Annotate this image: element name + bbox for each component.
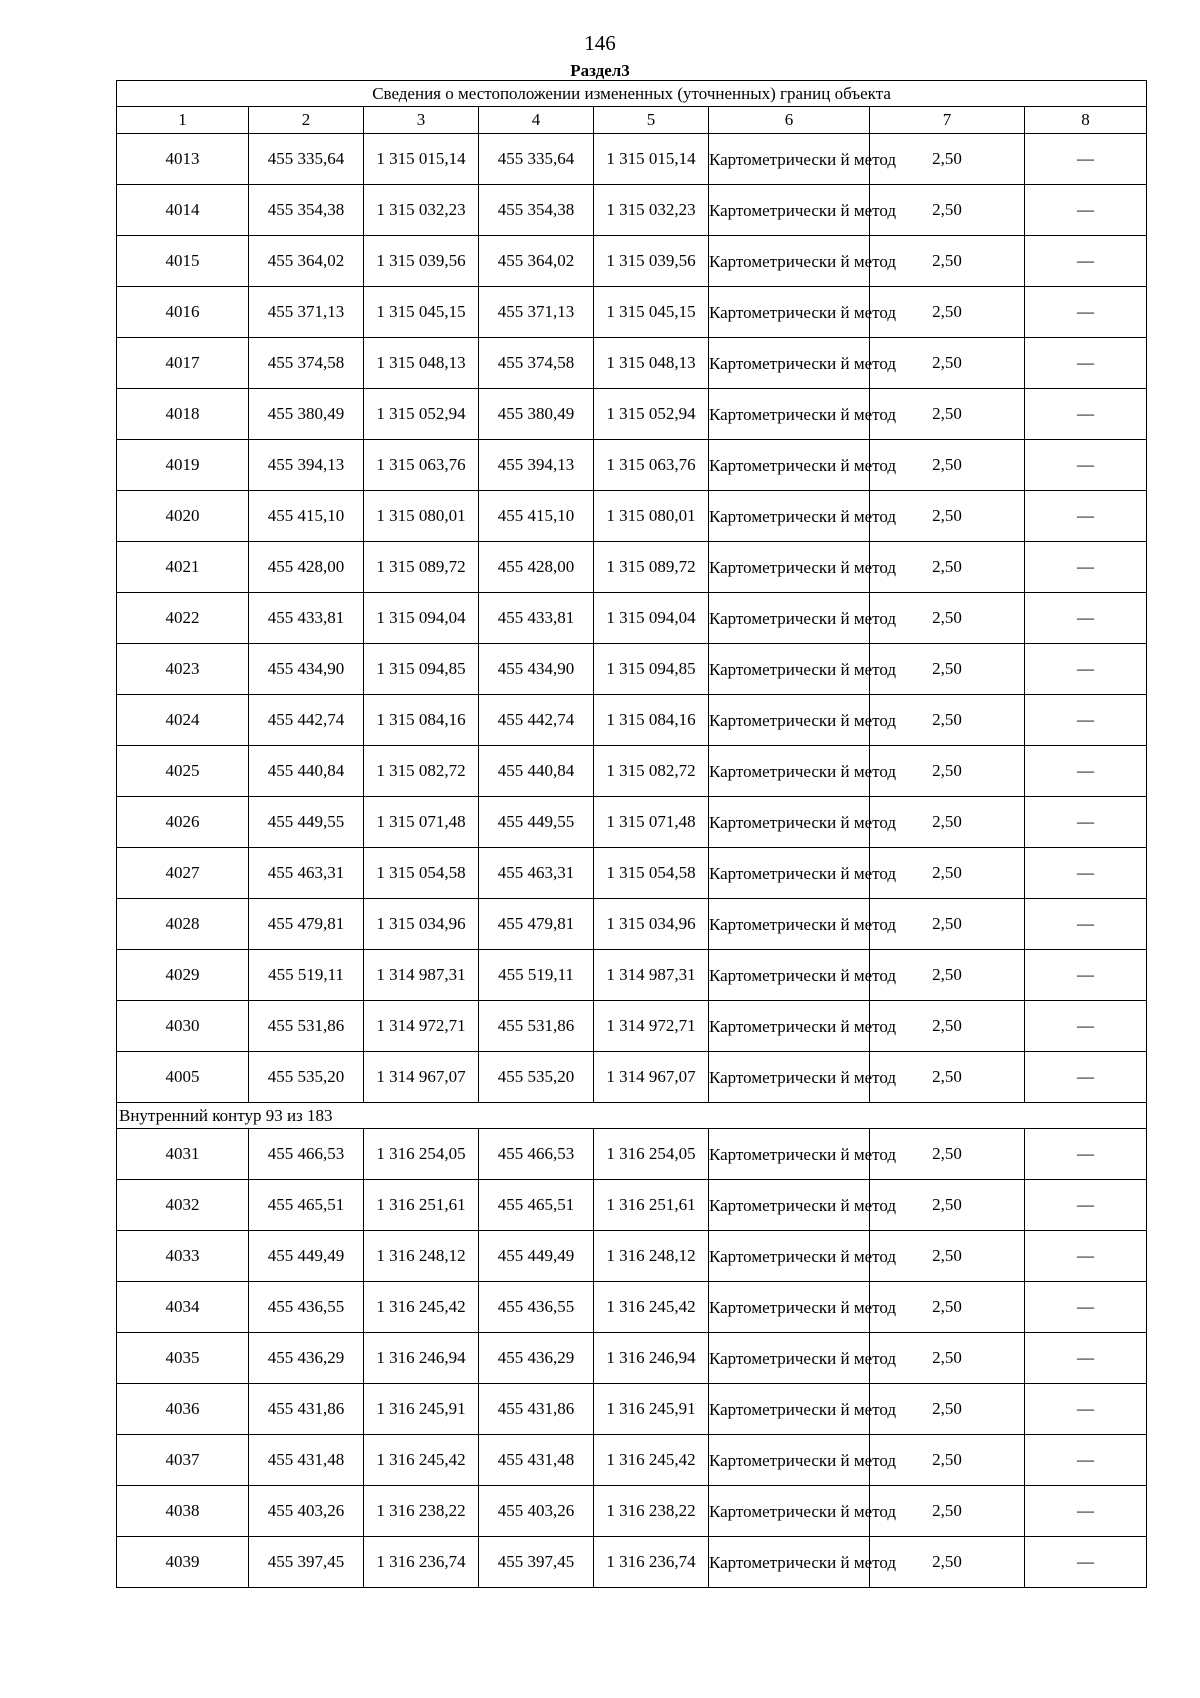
new-x-cell: 455 428,00	[479, 542, 594, 593]
point-number-cell: 4032	[117, 1180, 249, 1231]
old-x-cell: 455 433,81	[249, 593, 364, 644]
accuracy-cell: 2,50	[870, 797, 1025, 848]
table-row	[117, 338, 1147, 389]
new-y-cell: 1 315 039,56	[594, 236, 709, 287]
method-cell: Картометрически й метод	[709, 491, 870, 542]
point-number-cell: 4016	[117, 287, 249, 338]
table-row	[117, 899, 1147, 950]
point-number-cell: 4028	[117, 899, 249, 950]
old-y-cell: 1 316 246,94	[364, 1333, 479, 1384]
method-cell: Картометрически й метод	[709, 1231, 870, 1282]
method-cell: Картометрически й метод	[709, 542, 870, 593]
table-row	[117, 644, 1147, 695]
note-cell: —	[1025, 440, 1147, 491]
new-x-cell: 455 519,11	[479, 950, 594, 1001]
table-row	[117, 848, 1147, 899]
new-x-cell: 455 479,81	[479, 899, 594, 950]
method-cell: Картометрически й метод	[709, 746, 870, 797]
new-y-cell: 1 315 034,96	[594, 899, 709, 950]
old-x-cell: 455 434,90	[249, 644, 364, 695]
old-x-cell: 455 380,49	[249, 389, 364, 440]
table-row	[117, 1486, 1147, 1537]
point-number-cell: 4036	[117, 1384, 249, 1435]
point-number-cell: 4019	[117, 440, 249, 491]
note-cell: —	[1025, 1282, 1147, 1333]
column-number: 4	[479, 107, 594, 134]
new-y-cell: 1 316 236,74	[594, 1537, 709, 1588]
old-x-cell: 455 531,86	[249, 1001, 364, 1052]
old-x-cell: 455 479,81	[249, 899, 364, 950]
accuracy-cell: 2,50	[870, 134, 1025, 185]
column-number-row	[117, 107, 1147, 134]
accuracy-cell: 2,50	[870, 1486, 1025, 1537]
accuracy-cell: 2,50	[870, 746, 1025, 797]
table-row	[117, 950, 1147, 1001]
old-x-cell: 455 449,55	[249, 797, 364, 848]
old-x-cell: 455 463,31	[249, 848, 364, 899]
table-body	[117, 134, 1147, 1588]
old-x-cell: 455 394,13	[249, 440, 364, 491]
accuracy-cell: 2,50	[870, 950, 1025, 1001]
accuracy-cell: 2,50	[870, 236, 1025, 287]
new-x-cell: 455 465,51	[479, 1180, 594, 1231]
point-number-cell: 4035	[117, 1333, 249, 1384]
old-x-cell: 455 374,58	[249, 338, 364, 389]
method-cell: Картометрически й метод	[709, 134, 870, 185]
new-x-cell: 455 449,49	[479, 1231, 594, 1282]
new-x-cell: 455 466,53	[479, 1129, 594, 1180]
new-x-cell: 455 364,02	[479, 236, 594, 287]
table-row	[117, 542, 1147, 593]
new-y-cell: 1 315 054,58	[594, 848, 709, 899]
new-x-cell: 455 431,86	[479, 1384, 594, 1435]
column-number: 6	[709, 107, 870, 134]
new-y-cell: 1 316 248,12	[594, 1231, 709, 1282]
new-x-cell: 455 442,74	[479, 695, 594, 746]
method-cell: Картометрически й метод	[709, 1435, 870, 1486]
point-number-cell: 4022	[117, 593, 249, 644]
note-cell: —	[1025, 236, 1147, 287]
old-y-cell: 1 315 045,15	[364, 287, 479, 338]
old-y-cell: 1 315 054,58	[364, 848, 479, 899]
new-y-cell: 1 316 245,42	[594, 1282, 709, 1333]
old-y-cell: 1 315 063,76	[364, 440, 479, 491]
point-number-cell: 4017	[117, 338, 249, 389]
accuracy-cell: 2,50	[870, 1180, 1025, 1231]
table-row	[117, 746, 1147, 797]
accuracy-cell: 2,50	[870, 389, 1025, 440]
table-row	[117, 797, 1147, 848]
old-x-cell: 455 431,86	[249, 1384, 364, 1435]
old-y-cell: 1 314 987,31	[364, 950, 479, 1001]
method-cell: Картометрически й метод	[709, 1486, 870, 1537]
new-x-cell: 455 440,84	[479, 746, 594, 797]
coordinates-table	[116, 80, 1147, 1588]
note-cell: —	[1025, 1180, 1147, 1231]
table-row	[117, 593, 1147, 644]
accuracy-cell: 2,50	[870, 542, 1025, 593]
note-cell: —	[1025, 134, 1147, 185]
table-row	[117, 134, 1147, 185]
note-cell: —	[1025, 338, 1147, 389]
point-number-cell: 4020	[117, 491, 249, 542]
method-cell: Картометрически й метод	[709, 593, 870, 644]
new-x-cell: 455 535,20	[479, 1052, 594, 1103]
note-cell: —	[1025, 644, 1147, 695]
method-cell: Картометрически й метод	[709, 287, 870, 338]
new-x-cell: 455 354,38	[479, 185, 594, 236]
old-x-cell: 455 371,13	[249, 287, 364, 338]
point-number-cell: 4031	[117, 1129, 249, 1180]
accuracy-cell: 2,50	[870, 1052, 1025, 1103]
new-y-cell: 1 315 094,04	[594, 593, 709, 644]
old-y-cell: 1 315 039,56	[364, 236, 479, 287]
old-y-cell: 1 315 080,01	[364, 491, 479, 542]
old-y-cell: 1 315 032,23	[364, 185, 479, 236]
old-y-cell: 1 315 094,04	[364, 593, 479, 644]
accuracy-cell: 2,50	[870, 695, 1025, 746]
accuracy-cell: 2,50	[870, 1129, 1025, 1180]
new-x-cell: 455 463,31	[479, 848, 594, 899]
method-cell: Картометрически й метод	[709, 1333, 870, 1384]
point-number-cell: 4015	[117, 236, 249, 287]
point-number-cell: 4034	[117, 1282, 249, 1333]
point-number-cell: 4005	[117, 1052, 249, 1103]
new-x-cell: 455 397,45	[479, 1537, 594, 1588]
note-cell: —	[1025, 287, 1147, 338]
table-row	[117, 1435, 1147, 1486]
contour-row	[117, 1103, 1147, 1129]
table-row	[117, 1537, 1147, 1588]
accuracy-cell: 2,50	[870, 491, 1025, 542]
new-y-cell: 1 316 238,22	[594, 1486, 709, 1537]
new-y-cell: 1 316 245,91	[594, 1384, 709, 1435]
column-number: 7	[870, 107, 1025, 134]
old-x-cell: 455 449,49	[249, 1231, 364, 1282]
method-cell: Картометрически й метод	[709, 440, 870, 491]
method-cell: Картометрически й метод	[709, 695, 870, 746]
method-cell: Картометрически й метод	[709, 185, 870, 236]
method-cell: Картометрически й метод	[709, 338, 870, 389]
old-y-cell: 1 315 052,94	[364, 389, 479, 440]
new-x-cell: 455 371,13	[479, 287, 594, 338]
old-y-cell: 1 315 094,85	[364, 644, 479, 695]
column-number: 5	[594, 107, 709, 134]
old-y-cell: 1 315 048,13	[364, 338, 479, 389]
old-x-cell: 455 436,29	[249, 1333, 364, 1384]
old-y-cell: 1 315 071,48	[364, 797, 479, 848]
new-x-cell: 455 403,26	[479, 1486, 594, 1537]
accuracy-cell: 2,50	[870, 1282, 1025, 1333]
new-y-cell: 1 315 015,14	[594, 134, 709, 185]
accuracy-cell: 2,50	[870, 1001, 1025, 1052]
table-row	[117, 1333, 1147, 1384]
note-cell: —	[1025, 1001, 1147, 1052]
new-y-cell: 1 316 245,42	[594, 1435, 709, 1486]
accuracy-cell: 2,50	[870, 848, 1025, 899]
method-cell: Картометрически й метод	[709, 389, 870, 440]
new-y-cell: 1 315 084,16	[594, 695, 709, 746]
old-y-cell: 1 316 245,42	[364, 1282, 479, 1333]
accuracy-cell: 2,50	[870, 185, 1025, 236]
method-cell: Картометрически й метод	[709, 1384, 870, 1435]
new-y-cell: 1 315 063,76	[594, 440, 709, 491]
new-y-cell: 1 314 972,71	[594, 1001, 709, 1052]
note-cell: —	[1025, 593, 1147, 644]
new-x-cell: 455 449,55	[479, 797, 594, 848]
table-row	[117, 695, 1147, 746]
table-row	[117, 287, 1147, 338]
accuracy-cell: 2,50	[870, 899, 1025, 950]
old-y-cell: 1 316 236,74	[364, 1537, 479, 1588]
new-x-cell: 455 335,64	[479, 134, 594, 185]
section-title: Раздел3	[570, 61, 630, 80]
column-number: 3	[364, 107, 479, 134]
point-number-cell: 4027	[117, 848, 249, 899]
new-y-cell: 1 315 089,72	[594, 542, 709, 593]
accuracy-cell: 2,50	[870, 1435, 1025, 1486]
old-y-cell: 1 314 967,07	[364, 1052, 479, 1103]
new-y-cell: 1 315 071,48	[594, 797, 709, 848]
method-cell: Картометрически й метод	[709, 950, 870, 1001]
old-y-cell: 1 316 248,12	[364, 1231, 479, 1282]
new-y-cell: 1 316 254,05	[594, 1129, 709, 1180]
old-y-cell: 1 316 254,05	[364, 1129, 479, 1180]
old-x-cell: 455 335,64	[249, 134, 364, 185]
note-cell: —	[1025, 848, 1147, 899]
contour-label: Внутренний контур 93 из 183	[117, 1103, 1147, 1129]
old-x-cell: 455 364,02	[249, 236, 364, 287]
method-cell: Картометрически й метод	[709, 236, 870, 287]
accuracy-cell: 2,50	[870, 593, 1025, 644]
point-number-cell: 4013	[117, 134, 249, 185]
old-y-cell: 1 315 084,16	[364, 695, 479, 746]
accuracy-cell: 2,50	[870, 338, 1025, 389]
new-x-cell: 455 380,49	[479, 389, 594, 440]
old-y-cell: 1 316 245,91	[364, 1384, 479, 1435]
page-number: 146	[584, 31, 616, 55]
accuracy-cell: 2,50	[870, 287, 1025, 338]
method-cell: Картометрически й метод	[709, 1282, 870, 1333]
method-cell: Картометрически й метод	[709, 1001, 870, 1052]
new-x-cell: 455 374,58	[479, 338, 594, 389]
new-x-cell: 455 433,81	[479, 593, 594, 644]
table-row	[117, 1231, 1147, 1282]
accuracy-cell: 2,50	[870, 1537, 1025, 1588]
note-cell: —	[1025, 950, 1147, 1001]
old-x-cell: 455 428,00	[249, 542, 364, 593]
accuracy-cell: 2,50	[870, 1333, 1025, 1384]
new-x-cell: 455 394,13	[479, 440, 594, 491]
old-y-cell: 1 315 034,96	[364, 899, 479, 950]
column-number: 8	[1025, 107, 1147, 134]
old-x-cell: 455 466,53	[249, 1129, 364, 1180]
new-y-cell: 1 315 080,01	[594, 491, 709, 542]
point-number-cell: 4029	[117, 950, 249, 1001]
new-y-cell: 1 315 052,94	[594, 389, 709, 440]
table-row	[117, 440, 1147, 491]
new-y-cell: 1 314 967,07	[594, 1052, 709, 1103]
note-cell: —	[1025, 185, 1147, 236]
old-x-cell: 455 436,55	[249, 1282, 364, 1333]
method-cell: Картометрически й метод	[709, 848, 870, 899]
new-y-cell: 1 315 082,72	[594, 746, 709, 797]
note-cell: —	[1025, 1486, 1147, 1537]
column-number: 1	[117, 107, 249, 134]
table-row	[117, 1180, 1147, 1231]
new-x-cell: 455 415,10	[479, 491, 594, 542]
old-y-cell: 1 316 245,42	[364, 1435, 479, 1486]
note-cell: —	[1025, 542, 1147, 593]
old-y-cell: 1 314 972,71	[364, 1001, 479, 1052]
method-cell: Картометрически й метод	[709, 797, 870, 848]
table-row	[117, 236, 1147, 287]
old-y-cell: 1 316 251,61	[364, 1180, 479, 1231]
new-y-cell: 1 314 987,31	[594, 950, 709, 1001]
accuracy-cell: 2,50	[870, 440, 1025, 491]
new-y-cell: 1 316 251,61	[594, 1180, 709, 1231]
method-cell: Картометрически й метод	[709, 1129, 870, 1180]
note-cell: —	[1025, 797, 1147, 848]
old-x-cell: 455 442,74	[249, 695, 364, 746]
new-x-cell: 455 436,29	[479, 1333, 594, 1384]
table-row	[117, 1282, 1147, 1333]
point-number-cell: 4014	[117, 185, 249, 236]
note-cell: —	[1025, 491, 1147, 542]
point-number-cell: 4018	[117, 389, 249, 440]
old-y-cell: 1 315 089,72	[364, 542, 479, 593]
method-cell: Картометрически й метод	[709, 899, 870, 950]
table-row	[117, 491, 1147, 542]
new-y-cell: 1 315 094,85	[594, 644, 709, 695]
note-cell: —	[1025, 746, 1147, 797]
note-cell: —	[1025, 1129, 1147, 1180]
old-x-cell: 455 354,38	[249, 185, 364, 236]
note-cell: —	[1025, 1052, 1147, 1103]
note-cell: —	[1025, 899, 1147, 950]
new-y-cell: 1 316 246,94	[594, 1333, 709, 1384]
point-number-cell: 4021	[117, 542, 249, 593]
method-cell: Картометрически й метод	[709, 1537, 870, 1588]
table-row	[117, 389, 1147, 440]
point-number-cell: 4023	[117, 644, 249, 695]
old-x-cell: 455 535,20	[249, 1052, 364, 1103]
method-cell: Картометрически й метод	[709, 1180, 870, 1231]
old-x-cell: 455 403,26	[249, 1486, 364, 1537]
table-row	[117, 1052, 1147, 1103]
accuracy-cell: 2,50	[870, 1231, 1025, 1282]
table-row	[117, 1001, 1147, 1052]
old-y-cell: 1 315 015,14	[364, 134, 479, 185]
note-cell: —	[1025, 1435, 1147, 1486]
new-y-cell: 1 315 048,13	[594, 338, 709, 389]
method-cell: Картометрически й метод	[709, 1052, 870, 1103]
old-x-cell: 455 440,84	[249, 746, 364, 797]
note-cell: —	[1025, 1231, 1147, 1282]
new-x-cell: 455 436,55	[479, 1282, 594, 1333]
point-number-cell: 4039	[117, 1537, 249, 1588]
note-cell: —	[1025, 1333, 1147, 1384]
note-cell: —	[1025, 1537, 1147, 1588]
note-cell: —	[1025, 389, 1147, 440]
new-x-cell: 455 431,48	[479, 1435, 594, 1486]
table-row	[117, 1384, 1147, 1435]
table-row	[117, 185, 1147, 236]
old-x-cell: 455 519,11	[249, 950, 364, 1001]
point-number-cell: 4026	[117, 797, 249, 848]
column-number: 2	[249, 107, 364, 134]
old-x-cell: 455 415,10	[249, 491, 364, 542]
new-y-cell: 1 315 045,15	[594, 287, 709, 338]
table-title: Сведения о местоположении измененных (уточненных) границ объекта	[117, 81, 1147, 107]
new-y-cell: 1 315 032,23	[594, 185, 709, 236]
old-y-cell: 1 315 082,72	[364, 746, 479, 797]
method-cell: Картометрически й метод	[709, 644, 870, 695]
old-y-cell: 1 316 238,22	[364, 1486, 479, 1537]
point-number-cell: 4037	[117, 1435, 249, 1486]
new-x-cell: 455 434,90	[479, 644, 594, 695]
accuracy-cell: 2,50	[870, 644, 1025, 695]
old-x-cell: 455 465,51	[249, 1180, 364, 1231]
point-number-cell: 4033	[117, 1231, 249, 1282]
point-number-cell: 4024	[117, 695, 249, 746]
old-x-cell: 455 431,48	[249, 1435, 364, 1486]
point-number-cell: 4038	[117, 1486, 249, 1537]
new-x-cell: 455 531,86	[479, 1001, 594, 1052]
note-cell: —	[1025, 695, 1147, 746]
point-number-cell: 4025	[117, 746, 249, 797]
accuracy-cell: 2,50	[870, 1384, 1025, 1435]
point-number-cell: 4030	[117, 1001, 249, 1052]
table-row	[117, 1129, 1147, 1180]
note-cell: —	[1025, 1384, 1147, 1435]
old-x-cell: 455 397,45	[249, 1537, 364, 1588]
